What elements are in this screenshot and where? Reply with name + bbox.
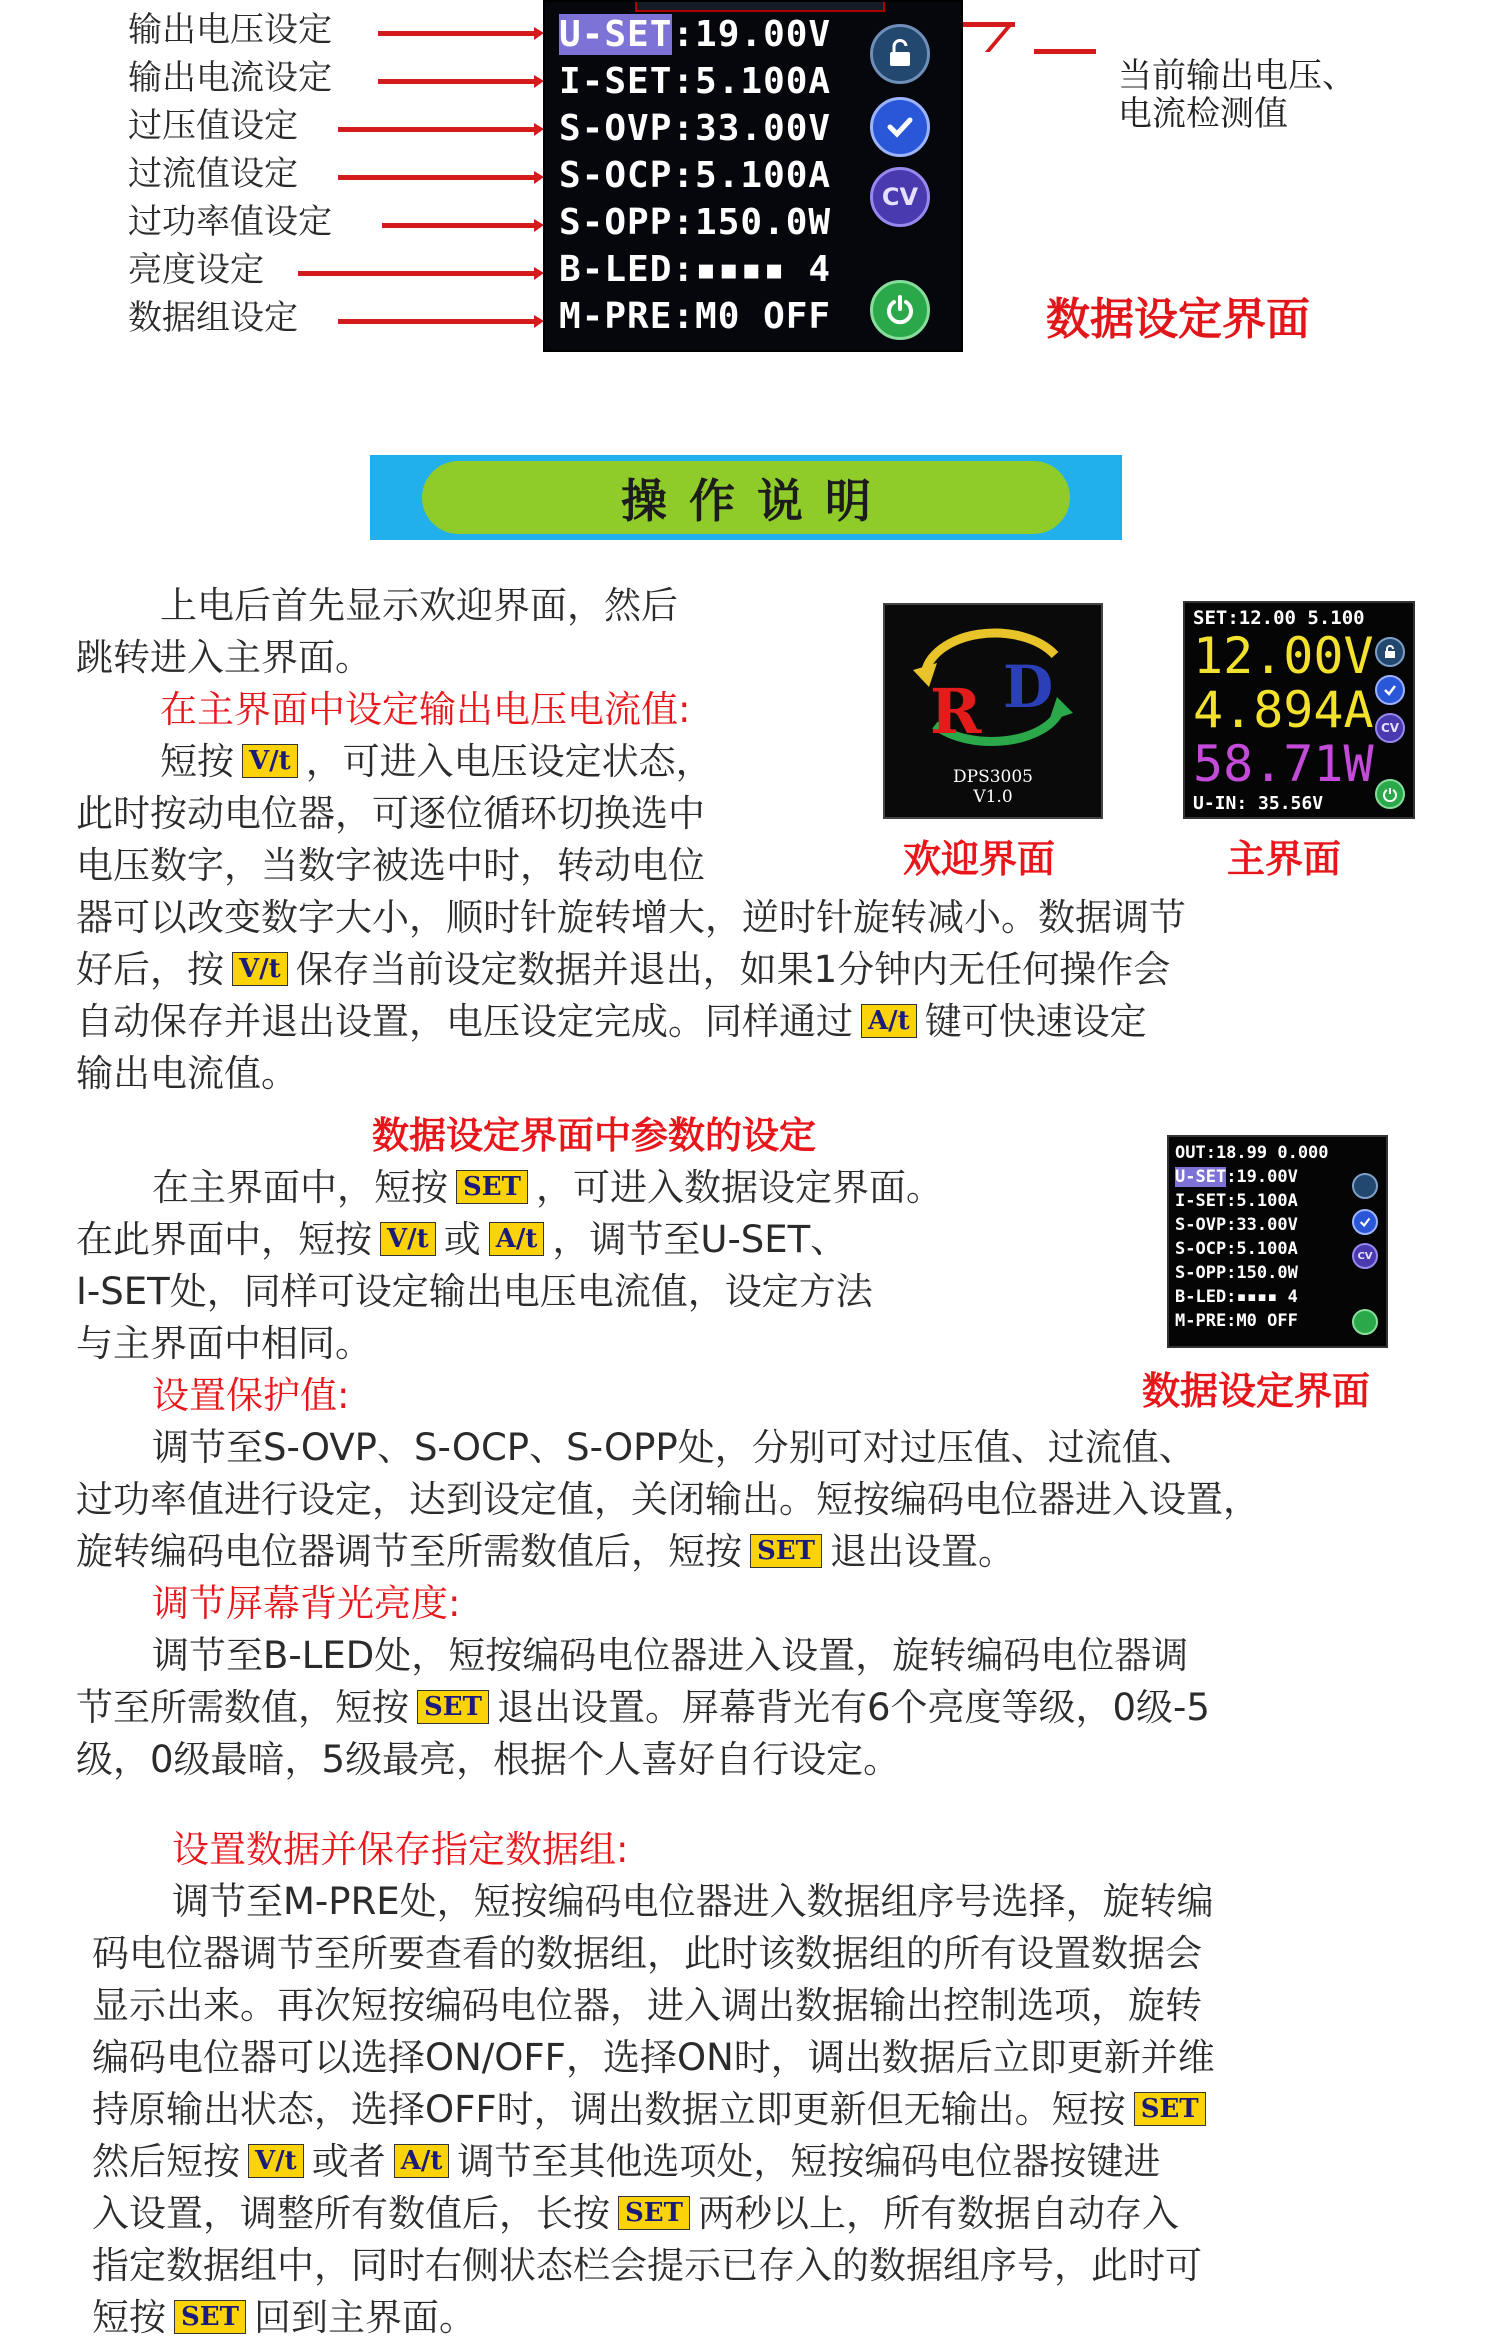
screen-title: 数据设定界面 [1046, 294, 1310, 345]
label-ocp: 过流值设定 [128, 154, 298, 194]
label-mpre: 数据组设定 [128, 298, 298, 338]
paragraph-line: 级，0级最暗，5级最亮，根据个人喜好自行设定。 [76, 1738, 901, 1781]
svg-text:R: R [930, 675, 982, 748]
main-input-voltage: U-IN: 35.56V [1193, 793, 1324, 814]
callout-line [1034, 49, 1096, 54]
cv-icon: CV [1375, 713, 1405, 743]
set-screen-row: I-SET:5.100A [1175, 1191, 1298, 1211]
settings-caption: 数据设定界面 [1142, 1369, 1371, 1413]
main-set-readout: SET:12.00 5.100 [1193, 607, 1365, 629]
welcome-version: V1.0 [973, 787, 1013, 807]
heading-save-group: 设置数据并保存指定数据组: [172, 1828, 629, 1871]
cv-icon: CV [870, 167, 930, 227]
at-key-icon: A/t [489, 1222, 545, 1256]
heading-protection: 设置保护值: [152, 1374, 350, 1417]
set-key-icon: SET [174, 2300, 246, 2334]
paragraph-line: 短按 SET 回到主界面。 [92, 2296, 476, 2339]
paragraph-line: 调节至M-PRE处，短按编码电位器进入数据组序号选择，旋转编 [172, 1880, 1214, 1923]
paragraph-line: 持原输出状态，选择OFF时，调出数据立即更新但无输出。短按 SET [92, 2084, 1214, 2136]
banner-title: 操作说明 [621, 473, 893, 528]
check-icon [1375, 675, 1405, 705]
welcome-caption: 欢迎界面 [903, 837, 1056, 881]
set-key-icon: SET [417, 1690, 489, 1724]
heading-backlight: 调节屏幕背光亮度: [152, 1582, 461, 1625]
lcd-row-m-pre: M-PRE:M0 OFF [559, 296, 832, 337]
paragraph-line: 入设置，调整所有数值后，长按 SET 两秒以上，所有数据自动存入 [92, 2192, 1179, 2235]
lcd-readout-bar [635, 2, 885, 12]
set-screen-row: S-OPP:150.0W [1175, 1263, 1298, 1283]
set-key-icon: SET [456, 1170, 528, 1204]
vt-key-icon: V/t [380, 1222, 436, 1256]
paragraph-line: 调节至B-LED处，短按编码电位器进入设置，旋转编码电位器调 [152, 1634, 1189, 1677]
paragraph-line: 与主界面中相同。 [76, 1322, 372, 1365]
paragraph-line: 码电位器调节至所要查看的数据组，此时该数据组的所有设置数据会 [92, 1932, 1202, 1975]
vt-key-icon: V/t [242, 744, 298, 778]
set-screen-row: U-SET:19.00V [1175, 1167, 1298, 1187]
logo-icon [885, 615, 1101, 765]
welcome-screen-image [883, 603, 1103, 819]
paragraph-line: 此时按动电位器，可逐位循环切换选中 [76, 792, 705, 835]
label-i-set: 输出电流设定 [128, 58, 332, 98]
pointer-line [378, 79, 538, 84]
paragraph-line: 然后短按 V/t 或者 A/t 调节至其他选项处，短按编码电位器按键进 [92, 2140, 1161, 2183]
set-screen-row: M-PRE:M0 OFF [1175, 1311, 1298, 1331]
label-u-set: 输出电压设定 [128, 10, 332, 50]
lcd-row-s-ovp: S-OVP:33.00V [559, 108, 832, 149]
paragraph-line: 上电后首先显示欢迎界面，然后 [160, 584, 678, 627]
paragraph-line: 自动保存并退出设置，电压设定完成。同样通过 A/t 键可快速设定 [76, 1000, 1147, 1043]
check-icon [870, 97, 930, 157]
section-banner [370, 455, 1122, 540]
at-key-icon: A/t [394, 2144, 450, 2178]
heading-main-setting: 在主界面中设定输出电压电流值: [160, 688, 691, 731]
paragraph-line: 电压数字，当数字被选中时，转动电位 [76, 844, 705, 887]
paragraph-line: 在主界面中，短按 SET ，可进入数据设定界面。 [152, 1166, 943, 1209]
paragraph-line: I-SET处，同样可设定输出电压电流值，设定方法 [76, 1270, 873, 1313]
main-power: 58.71W [1193, 735, 1374, 793]
paragraph-line: 在此界面中，短按 V/t 或 A/t ，调节至U-SET、 [76, 1218, 848, 1261]
callout-text: 当前输出电压、 [1118, 56, 1356, 96]
paragraph-line: 节至所需数值，短按 SET 退出设置。屏幕背光有6个亮度等级，0级-5 [76, 1686, 1210, 1729]
lcd-row-u-set: U-SET:19.00V [559, 14, 832, 55]
paragraph-line: 调节至S-OVP、S-OCP、S-OPP处，分别可对过压值、过流值、 [152, 1426, 1196, 1469]
power-icon [870, 280, 930, 340]
power-icon [1352, 1309, 1378, 1335]
vt-key-icon: V/t [232, 952, 288, 986]
settings-screen-image [1167, 1135, 1388, 1348]
lock-icon [1375, 637, 1405, 667]
lcd-row-i-set: I-SET:5.100A [559, 61, 832, 102]
set-key-icon: SET [750, 1534, 822, 1568]
pointer-line [378, 31, 538, 36]
set-screen-row: S-OCP:5.100A [1175, 1239, 1298, 1259]
set-screen-row: B-LED:▪▪▪▪ 4 [1175, 1287, 1298, 1307]
at-key-icon: A/t [861, 1004, 917, 1038]
lcd-screen [543, 0, 963, 352]
lock-icon [870, 24, 930, 84]
paragraph-line: 跳转进入主界面。 [76, 636, 372, 679]
paragraph-line: 短按 V/t ，可进入电压设定状态， [160, 740, 713, 783]
pointer-line [338, 175, 538, 180]
label-opp: 过功率值设定 [128, 202, 332, 242]
paragraph-line: 输出电流值。 [76, 1052, 298, 1095]
set-key-icon: SET [1134, 2092, 1206, 2126]
paragraph-line: 器可以改变数字大小，顺时针旋转增大，逆时针旋转减小。数据调节 [76, 896, 1186, 939]
lcd-diagram-section [0, 0, 1500, 372]
pointer-line [382, 223, 538, 228]
vt-key-icon: V/t [248, 2144, 304, 2178]
callout-text: 电流检测值 [1118, 94, 1288, 134]
heading-data-setting: 数据设定界面中参数的设定 [372, 1114, 816, 1157]
cv-icon: CV [1352, 1243, 1378, 1269]
welcome-model: DPS3005 [953, 767, 1033, 787]
label-ovp: 过压值设定 [128, 106, 298, 146]
lcd-row-b-led: B-LED:▪▪▪▪ 4 [559, 249, 832, 290]
main-caption: 主界面 [1227, 837, 1342, 881]
paragraph-line: 编码电位器可以选择ON/OFF，选择ON时，调出数据后立即更新并维 [92, 2036, 1215, 2079]
set-screen-row: OUT:18.99 0.000 [1175, 1143, 1329, 1163]
pointer-line [338, 319, 538, 324]
main-voltage: 12.00V [1193, 627, 1374, 685]
pointer-line [298, 271, 538, 276]
paragraph-line: 好后，按 V/t 保存当前设定数据并退出，如果1分钟内无任何操作会 [76, 948, 1171, 991]
lcd-row-s-opp: S-OPP:150.0W [559, 202, 832, 243]
main-current: 4.894A [1193, 681, 1374, 739]
power-icon [1375, 779, 1405, 809]
lcd-row-s-ocp: S-OCP:5.100A [559, 155, 832, 196]
svg-text:D: D [1003, 653, 1054, 721]
label-bled: 亮度设定 [128, 250, 264, 290]
lock-icon [1352, 1173, 1378, 1199]
paragraph-line: 旋转编码电位器调节至所需数值后，短按 SET 退出设置。 [76, 1530, 1015, 1573]
paragraph-line: 显示出来。再次短按编码电位器，进入调出数据输出控制选项，旋转 [92, 1984, 1202, 2027]
check-icon [1352, 1209, 1378, 1235]
main-screen-image [1183, 601, 1415, 819]
set-key-icon: SET [618, 2196, 690, 2230]
pointer-line [338, 127, 538, 132]
paragraph-line: 指定数据组中，同时右侧状态栏会提示已存入的数据组序号，此时可 [92, 2244, 1202, 2287]
paragraph-line: 过功率值进行设定，达到设定值，关闭输出。短按编码电位器进入设置， [76, 1478, 1260, 1521]
set-screen-row: S-OVP:33.00V [1175, 1215, 1298, 1235]
